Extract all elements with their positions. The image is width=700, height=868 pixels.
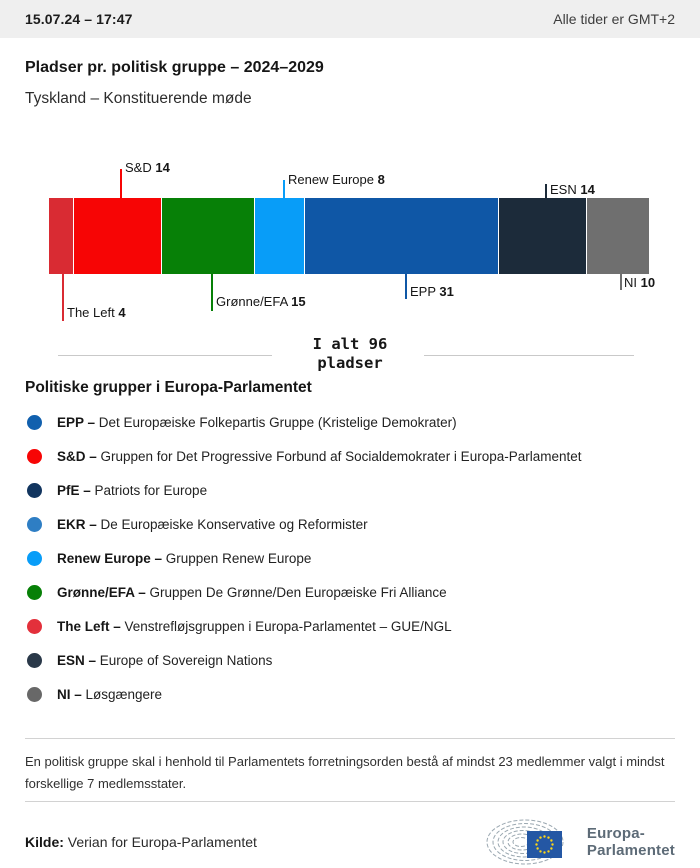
legend-abbr: Renew Europe –: [57, 550, 166, 566]
legend-row-epp: [0, 405, 700, 439]
leader-line-ni: [620, 274, 622, 290]
segment-label-the-left: [67, 306, 126, 320]
legend-desc: Gruppen De Grønne/Den Europæiske Fri Alliance: [149, 584, 447, 600]
segment-label-ni: [624, 276, 655, 290]
logo-line1: Europa-: [586, 825, 645, 842]
legend-dot-icon: [27, 449, 42, 464]
legend-row-s-d: [0, 439, 700, 473]
legend-abbr: ESN –: [57, 652, 100, 668]
segment-label-name: EPP: [410, 284, 440, 299]
legend-row-renew-europe: [0, 541, 700, 575]
bar-segment-ni: [587, 198, 650, 274]
leader-line-renew-europe: [283, 180, 285, 198]
legend-desc: Gruppen for Det Progressive Forbund af Socialdemokrater i Europa-Parlamentet: [100, 448, 582, 464]
legend-dot-icon: [27, 483, 42, 498]
page-subtitle: Tyskland – Konstituerende møde: [25, 90, 252, 107]
legend-desc: Europe of Sovereign Nations: [99, 652, 273, 668]
legend-dot-icon: [27, 619, 42, 634]
logo-line2: Parlamentet: [586, 842, 675, 859]
legend-desc: Gruppen Renew Europe: [165, 550, 312, 566]
segment-label-value: 14: [580, 182, 595, 197]
legend-row-gr-nne-efa: [0, 575, 700, 609]
bar-segment-gr-nne-efa: [162, 198, 256, 274]
legend-abbr: S&D –: [57, 448, 101, 464]
legend-abbr: EKR –: [57, 516, 101, 532]
legend-dot-icon: [27, 585, 42, 600]
segment-label-name: S&D: [125, 160, 156, 175]
legend-row-ni: [0, 677, 700, 711]
european-parliament-logo: [483, 816, 675, 868]
leader-line-esn: [545, 184, 547, 198]
segment-label-value: 31: [439, 284, 454, 299]
legend-label: [57, 687, 162, 702]
legend-label: [57, 653, 272, 668]
legend-abbr: The Left –: [57, 618, 125, 634]
legend-heading: Politiske grupper i Europa-Parlamentet: [25, 379, 312, 396]
legend-row-esn: [0, 643, 700, 677]
logo-wordmark: [587, 825, 675, 859]
timezone-note: Alle tider er GMT+2: [553, 11, 675, 27]
legend-label: [57, 483, 207, 498]
bar-segment-renew-europe: [255, 198, 305, 274]
divider-top: [25, 738, 675, 739]
bar-segment-epp: [305, 198, 499, 274]
legend-list: [0, 405, 700, 711]
segment-label-name: Renew Europe: [288, 172, 378, 187]
legend-row-pfe: [0, 473, 700, 507]
source-row: [25, 816, 675, 868]
segment-label-name: The Left: [67, 305, 119, 320]
legend-label: [57, 415, 457, 430]
segment-label-s-d: [125, 161, 170, 175]
legend-label: [57, 449, 582, 464]
footnote: En politisk gruppe skal i henhold til Parlamentets forretningsorden bestå af mindst 23 medlemmer valgt i mindst forskellige 7 medlemsstater.: [25, 754, 665, 791]
legend-desc: Løsgængere: [85, 686, 163, 702]
legend-desc: Venstrefløjsgruppen i Europa-Parlamentet – GUE/NGL: [124, 618, 452, 634]
segment-label-value: 10: [640, 275, 656, 290]
legend-row-ekr: [0, 507, 700, 541]
segment-label-renew-europe: [288, 173, 385, 187]
total-divider-left: [58, 355, 272, 356]
source-text: [25, 834, 257, 850]
segment-label-value: 8: [377, 172, 385, 187]
content: [0, 59, 700, 108]
seats-stacked-bar-chart: [0, 149, 700, 379]
segment-label-value: 15: [291, 294, 306, 309]
legend-abbr: PfE –: [57, 482, 95, 498]
segment-label-esn: [550, 183, 595, 197]
total-seats-line2: pladser: [317, 354, 383, 372]
source-label: Kilde:: [25, 834, 64, 850]
legend-dot-icon: [27, 687, 42, 702]
total-divider-right: [424, 355, 634, 356]
page-title: Pladser pr. politisk gruppe – 2024–2029: [25, 59, 324, 76]
parliament-hemicycle-icon: [483, 816, 579, 868]
legend-desc: Det Europæiske Folkepartis Gruppe (Kristelige Demokrater): [98, 414, 457, 430]
legend-dot-icon: [27, 517, 42, 532]
legend-abbr: Grønne/EFA –: [57, 584, 150, 600]
legend-label: [57, 551, 311, 566]
total-seats-line1: I alt 96: [312, 335, 388, 353]
segment-label-value: 4: [118, 305, 126, 320]
stacked-bar: [49, 198, 649, 274]
bar-segment-the-left: [49, 198, 74, 274]
leader-line-epp: [405, 274, 407, 299]
segment-label-value: 14: [155, 160, 170, 175]
bar-segment-s-d: [74, 198, 162, 274]
eu-flag: [527, 831, 562, 858]
leader-line-the-left: [62, 274, 64, 321]
segment-label-name: ESN: [550, 182, 581, 197]
leader-line-s-d: [120, 169, 122, 198]
segment-label-name: NI: [624, 275, 641, 290]
legend-dot-icon: [27, 551, 42, 566]
top-bar: [0, 0, 700, 38]
source-value: Verian for Europa-Parlamentet: [67, 834, 257, 850]
bar-segment-esn: [499, 198, 587, 274]
divider-bottom: [25, 801, 675, 802]
leader-line-gr-nne-efa: [211, 274, 213, 311]
legend-dot-icon: [27, 415, 42, 430]
legend-dot-icon: [27, 653, 42, 668]
legend-label: [57, 585, 447, 600]
legend-abbr: NI –: [57, 686, 86, 702]
legend-label: [57, 619, 452, 634]
total-seats-label: [250, 335, 450, 373]
datetime-label: 15.07.24 – 17:47: [25, 11, 133, 27]
segment-label-name: Grønne/EFA: [216, 294, 292, 309]
legend-abbr: EPP –: [57, 414, 99, 430]
legend-row-the-left: [0, 609, 700, 643]
legend-label: [57, 517, 368, 532]
segment-label-gr-nne-efa: [216, 295, 306, 309]
segment-label-epp: [410, 285, 454, 299]
legend-desc: Patriots for Europe: [94, 482, 208, 498]
legend-desc: De Europæiske Konservative og Reformister: [100, 516, 368, 532]
